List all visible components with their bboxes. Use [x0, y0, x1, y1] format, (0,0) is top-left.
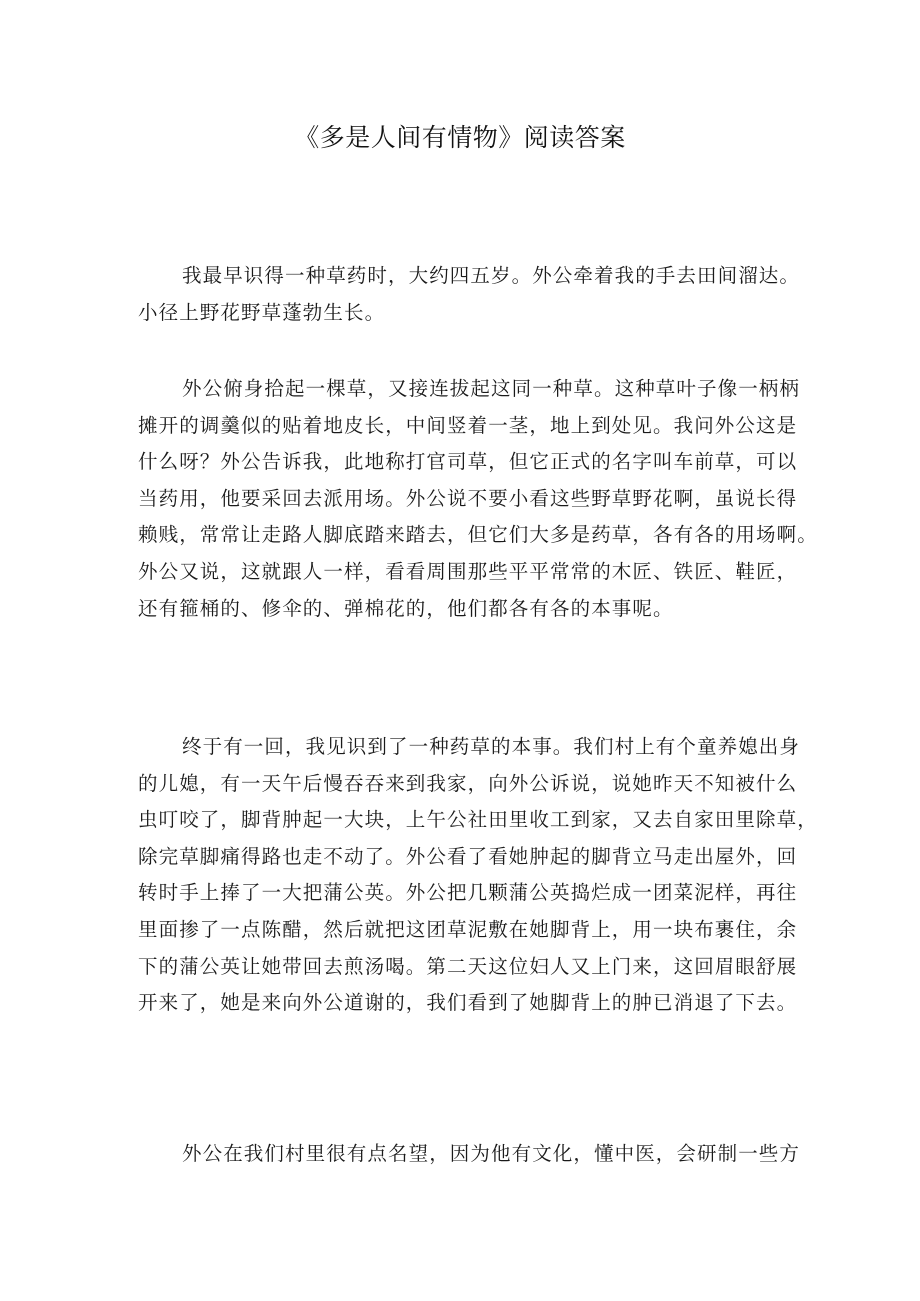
text-line: 小径上野花野草蓬勃生长。 — [138, 300, 386, 324]
text-line: 终于有一回，我见识到了一种药草的本事。我们村上有个童养媳出身 — [182, 735, 801, 758]
document-title: 《多是人间有情物》阅读答案 — [294, 123, 626, 152]
text-line: 外公又说，这就跟人一样，看看周围那些平平常常的木匠、铁匠、鞋匠， — [138, 559, 798, 583]
text-line: 摊开的调羹似的贴着地皮长，中间竖着一茎，地上到处见。我问外公这是 — [138, 413, 798, 437]
paragraph-1 — [138, 258, 801, 331]
text-line: 还有箍桶的、修伞的、弹棉花的，他们都各有各的本事呢。 — [138, 596, 674, 620]
text-line: 什么呀？外公告诉我，此地称打官司草，但它正式的名字叫车前草，可以 — [138, 450, 798, 474]
text-line: 除完草脚痛得路也走不动了。外公看了看她肿起的脚背立马走出屋外，回 — [138, 844, 798, 868]
text-line: 我最早识得一种草药时，大约四五岁。外公牵着我的手去田间溜达。 — [182, 264, 801, 287]
text-line: 的儿媳，有一天午后慢吞吞来到我家，向外公诉说，说她昨天不知被什么 — [138, 771, 798, 795]
text-line: 外公俯身拾起一棵草，又接连拔起这同一种草。这种草叶子像一柄柄 — [182, 377, 801, 400]
text-line: 赖贱，常常让走路人脚底踏来踏去，但它们大多是药草，各有各的用场啊。 — [138, 523, 818, 547]
text-line: 转时手上捧了一大把蒲公英。外公把几颗蒲公英捣烂成一团菜泥样，再往 — [138, 881, 798, 905]
text-line: 外公在我们村里很有点名望，因为他有文化，懂中医，会研制一些方 — [182, 1142, 801, 1165]
paragraph-2 — [138, 371, 818, 627]
text-line: 里面掺了一点陈醋，然后就把这团草泥敷在她脚背上，用一块布裹住，余 — [138, 917, 798, 941]
paragraph-4 — [138, 1136, 801, 1173]
text-line: 虫叮咬了，脚背肿起一大块，上午公社田里收工到家，又去自家田里除草， — [138, 808, 818, 832]
text-line: 当药用，他要采回去派用场。外公说不要小看这些野草野花啊，虽说长得 — [138, 486, 798, 510]
text-line: 下的蒲公英让她带回去煎汤喝。第二天这位妇人又上门来，这回眉眼舒展 — [138, 954, 798, 978]
paragraph-3 — [138, 729, 818, 1022]
text-line: 开来了，她是来向外公道谢的，我们看到了她脚背上的肿已消退了下去。 — [138, 991, 798, 1015]
